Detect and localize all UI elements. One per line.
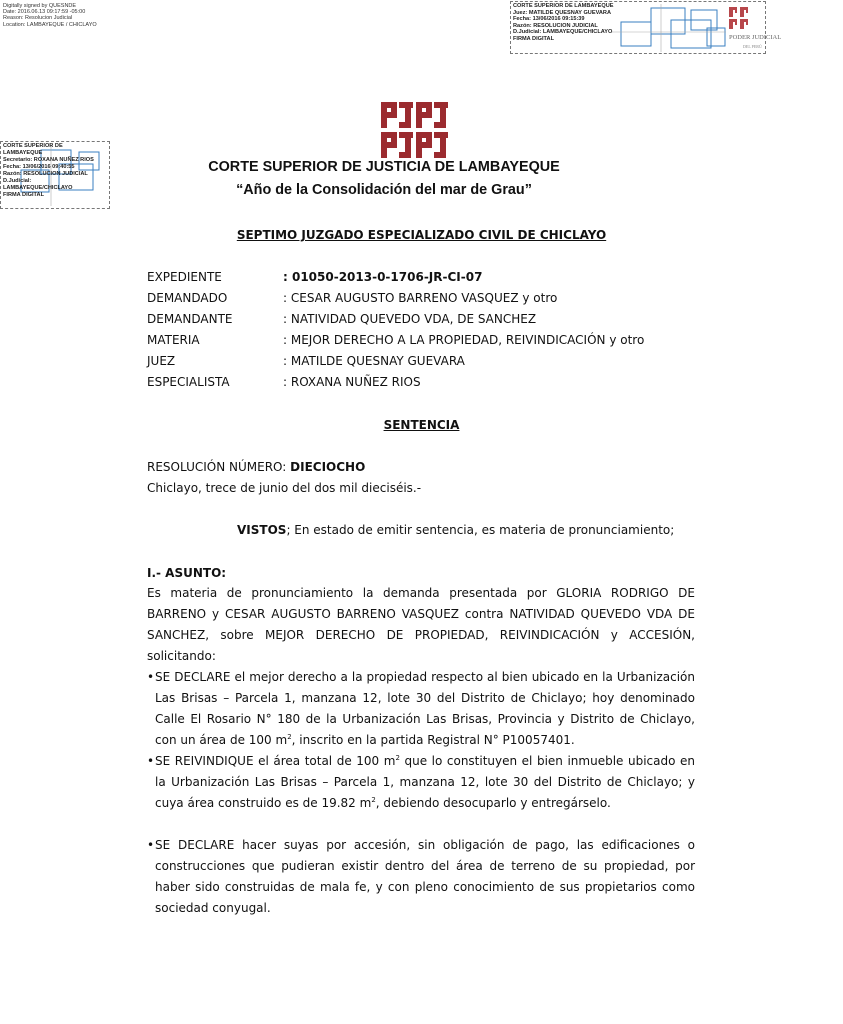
case-label: DEMANDADO [147,291,228,305]
stamp-line: Secretario: ROXANA NUÑEZ RIOS [3,157,94,163]
stamp-line: Juez: MATILDE QUESNAY GUEVARA [513,9,612,16]
resolution-number: DIECIOCHO [290,460,366,474]
list-item [147,751,695,814]
case-row-demandante [147,312,536,326]
list-item [147,835,695,919]
bullet-icon: • [147,670,155,684]
case-label: DEMANDANTE [147,312,233,326]
case-row-expediente [147,270,482,284]
digital-stamp-secretary [0,141,110,209]
list-item-text [155,667,695,751]
bullet-icon: • [147,754,155,768]
superscript: 2 [371,796,376,804]
signature-line: Digitally signed by QUESNDE [3,3,77,9]
stamp-logo-text: PODER JUDICIAL [729,34,782,41]
vistos-label: VISTOS [237,523,287,537]
court-title: CORTE SUPERIOR DE JUSTICIA DE LAMBAYEQUE [208,159,560,175]
stamp-line: LAMBAYEQUE/CHICLAYO [3,185,73,191]
vistos-line [237,523,674,537]
case-label: ESPECIALISTA [147,375,230,389]
bullet-1-end: , inscrito en la partida Registral N° P10057401. [291,733,575,747]
superscript: 2 [395,754,400,762]
stamp-line: Fecha: 13/06/2016 09:40:55 [3,164,75,170]
bullet-2-text-a: SE REIVINDIQUE el área total de 100 m [155,754,396,768]
case-label: JUEZ [147,354,176,368]
stamp-line: LAMBAYEQUE [3,150,43,156]
case-value: : ROXANA NUÑEZ RIOS [283,375,421,389]
case-value: : MEJOR DERECHO A LA PROPIEDAD, REIVINDICACIÓN y otro [283,333,645,347]
stamp-line: D.Judicial: [3,178,32,184]
resolution-label: RESOLUCIÓN NÚMERO: [147,460,291,474]
case-value: : MATILDE QUESNAY GUEVARA [283,354,465,368]
stamp-line: Fecha: 13/06/2016 09:15:39 [513,16,585,23]
bullet-1-text: SE DECLARE el mejor derecho a la propiedad respecto al bien ubicado en la Urbanización Las Brisas – Parcela 1, manzana 12, lote 30 del Distrito de Chiclayo; hoy denominado Calle El Rosario N° 180 de la Urbanización Las Brisas, Provincia y Distrito de Chiclayo, con un área de 100 m [155,670,695,747]
signature-line: Reason: Resolucion Judicial [3,15,73,22]
case-value: : NATIVIDAD QUEVEDO VDA, DE SANCHEZ [283,312,537,326]
case-row-especialista [147,375,421,389]
poder-judicial-logo [380,101,450,163]
case-value: : CESAR AUGUSTO BARRENO VASQUEZ y otro [283,291,558,305]
case-label: EXPEDIENTE [147,270,222,284]
year-motto: “Año de la Consolidación del mar de Grau” [236,182,532,198]
stamp-line: D.Judicial: LAMBAYEQUE/CHICLAYO [513,29,613,36]
superscript: 2 [287,733,292,741]
bullet-2-text-c: , debiendo desocuparlo y entregárselo. [375,796,611,810]
list-item-text [155,751,695,814]
case-row-materia [147,333,644,347]
list-item [147,667,695,751]
court-name: SEPTIMO JUZGADO ESPECIALIZADO CIVIL DE CHICLAYO [236,228,607,242]
stamp-line: Razón: RESOLUCION JUDICIAL [513,22,598,29]
case-row-demandado [147,291,557,305]
bullet-icon: • [147,838,155,852]
resolution-line [147,460,365,474]
case-row-juez [147,354,465,368]
vistos-text: ; En estado de emitir sentencia, es materia de pronunciamiento; [286,523,675,537]
stamp-line: Razón: RESOLUCION JUDICIAL [3,171,88,177]
stamp-line: FIRMA DIGITAL [3,192,45,198]
digital-stamp-judge [510,1,782,54]
place-date: Chiclayo, trece de junio del dos mil dieciséis.- [147,481,422,495]
bullet-2-text-b: que lo constituyen el bien inmueble ubicado en la Urbanización Las Brisas – Parcela 1, manzana 12, lote 30 del Distrito de Chiclayo; y cuya área construido es de 19.82 m [155,754,695,810]
stamp-line: CORTE SUPERIOR DE LAMBAYEQUE [513,3,614,9]
case-label: MATERIA [147,333,200,347]
case-value: : 01050-2013-0-1706-JR-CI-07 [283,270,483,284]
asunto-paragraph: Es materia de pronunciamiento la demanda presentada por GLORIA RODRIGO DE BARRENO y CESAR AUGUSTO BARRENO VASQUEZ contra NATIVIDAD QUEVEDO VDA DE SANCHEZ, sobre MEJOR DERECHO DE PROPIEDAD, REIVINDICACIÓN y ACCESIÓN, solicitando: [147,586,695,663]
stamp-logo-subtext: DEL PERÚ [743,44,762,49]
signature-line: Date: 2016.06.13 09:17:59 -05:00 [3,9,86,16]
section-title-sentencia: SENTENCIA [383,418,460,432]
digital-signature-info [3,3,133,28]
stamp-line: CORTE SUPERIOR DE [3,143,63,149]
stamp-line: FIRMA DIGITAL [513,35,555,42]
asunto-title: I.- ASUNTO: [147,566,227,580]
signature-line: Location: LAMBAYEQUE / CHICLAYO [3,21,97,28]
list-item-text: SE DECLARE hacer suyas por accesión, sin obligación de pago, las edificaciones o construcciones que pudieran existir dentro del área de terreno de su propiedad, por haber sido construidas de mala fe, y con pleno conocimiento de sus propietarios como sociedad conyugal. [155,838,695,915]
